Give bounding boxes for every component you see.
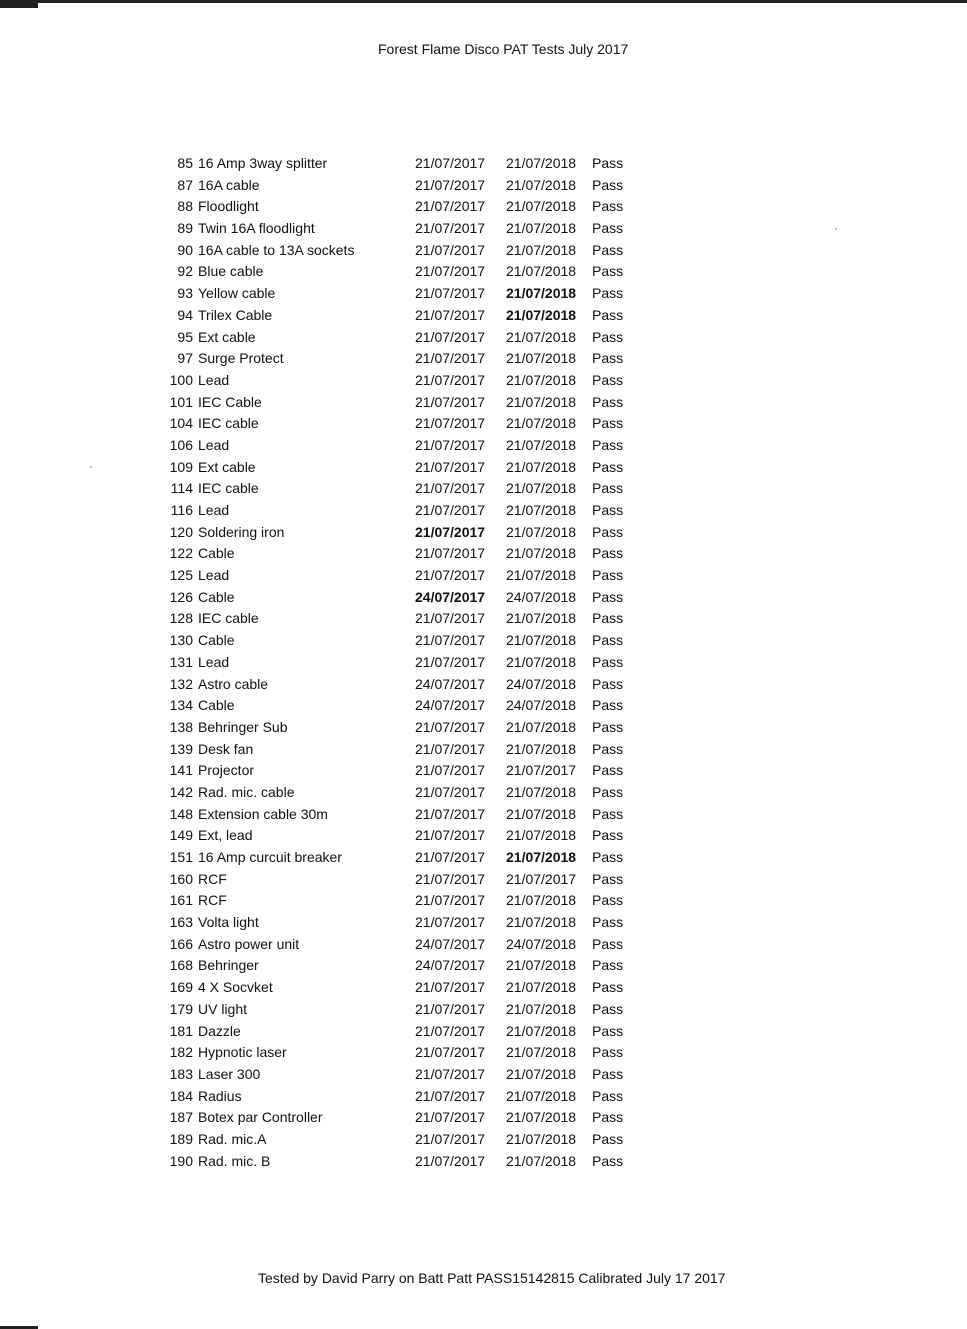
table-row: [0, 675, 967, 697]
table-row: [0, 1022, 967, 1044]
test-date: 21/07/2017: [415, 1130, 486, 1147]
table-row: [0, 978, 967, 1000]
retest-date: 24/07/2018: [506, 697, 577, 714]
test-date: 21/07/2017: [415, 783, 486, 800]
item-number: 169: [169, 979, 193, 996]
test-date: 21/07/2017: [415, 718, 486, 735]
item-name: Hypnotic laser: [198, 1044, 287, 1061]
table-row: [0, 1087, 967, 1109]
retest-date: 21/07/2018: [506, 979, 577, 996]
item-number: 114: [170, 480, 193, 497]
table-row: [0, 609, 967, 631]
table-row: [0, 653, 967, 675]
item-number: 120: [169, 523, 193, 540]
item-name: Laser 300: [198, 1065, 261, 1082]
item-number: 141: [169, 762, 193, 779]
retest-date: 21/07/2018: [506, 545, 577, 562]
item-name: Rad. mic. cable: [198, 783, 295, 800]
item-name: Behringer: [198, 957, 259, 974]
test-result: Pass: [592, 849, 624, 865]
item-number: 109: [169, 458, 193, 475]
test-date: 24/07/2017: [415, 935, 486, 952]
test-result: Pass: [592, 653, 624, 670]
test-date: 21/07/2017: [415, 567, 486, 584]
item-number: 89: [177, 220, 193, 237]
table-row: [0, 631, 967, 653]
retest-date: 21/07/2018: [506, 306, 577, 323]
item-number: 94: [177, 306, 193, 323]
table-row: [0, 241, 967, 263]
item-name: Ext, lead: [198, 827, 253, 844]
test-result: Pass: [592, 1152, 624, 1169]
test-date: 21/07/2017: [415, 480, 486, 497]
item-number: 104: [169, 415, 193, 432]
test-result: Pass: [592, 1065, 624, 1082]
item-name: Dazzle: [198, 1022, 241, 1039]
item-name: Floodlight: [198, 198, 259, 215]
item-name: Ext cable: [198, 328, 256, 345]
test-result: Pass: [592, 697, 624, 714]
item-name: Extension cable 30m: [198, 805, 328, 822]
test-date: 21/07/2017: [415, 849, 486, 865]
item-name: Rad. mic. B: [198, 1152, 271, 1169]
test-date: 21/07/2017: [415, 1109, 486, 1126]
retest-date: 21/07/2018: [506, 892, 577, 909]
item-number: 85: [177, 155, 193, 171]
table-row: [0, 262, 967, 284]
item-name: Astro power unit: [198, 935, 300, 952]
test-result: Pass: [592, 306, 624, 323]
retest-date: 21/07/2018: [506, 914, 577, 931]
table-row: [0, 523, 967, 545]
test-result: Pass: [592, 935, 624, 952]
retest-date: 21/07/2018: [506, 1152, 577, 1169]
test-result: Pass: [592, 567, 624, 584]
test-date: 21/07/2017: [415, 827, 486, 844]
test-result: Pass: [592, 285, 624, 302]
table-row: [0, 870, 967, 892]
item-number: 182: [169, 1044, 193, 1061]
test-date: 21/07/2017: [415, 393, 486, 410]
test-date: 21/07/2017: [415, 285, 486, 302]
test-result: Pass: [592, 1022, 624, 1039]
retest-date: 21/07/2018: [506, 263, 577, 280]
test-result: Pass: [592, 328, 624, 345]
table-row: [0, 740, 967, 762]
test-date: 21/07/2017: [415, 220, 486, 237]
item-name: Volta light: [198, 914, 259, 931]
item-name: Radius: [198, 1087, 242, 1104]
table-row: [0, 154, 967, 176]
test-date: 21/07/2017: [415, 1000, 486, 1017]
item-name: Twin 16A floodlight: [198, 220, 315, 237]
test-result: Pass: [592, 892, 624, 909]
retest-date: 21/07/2018: [506, 849, 577, 865]
item-number: 116: [170, 502, 193, 518]
table-row: [0, 284, 967, 306]
retest-date: 21/07/2018: [506, 567, 577, 584]
item-name: Astro cable: [198, 675, 269, 692]
test-date: 21/07/2017: [415, 306, 486, 323]
item-number: 92: [177, 263, 193, 280]
item-name: 16 Amp 3way splitter: [198, 155, 328, 171]
item-name: Botex par Controller: [198, 1109, 323, 1126]
item-number: 190: [169, 1152, 193, 1169]
item-name: Trilex Cable: [198, 306, 273, 323]
retest-date: 21/07/2017: [506, 762, 577, 779]
item-number: 138: [169, 718, 193, 735]
test-date: 21/07/2017: [415, 502, 486, 518]
retest-date: 21/07/2018: [506, 653, 577, 670]
table-row: [0, 458, 967, 480]
item-number: 148: [169, 805, 193, 822]
test-result: Pass: [592, 220, 624, 237]
table-row: [0, 393, 967, 415]
table-row: [0, 935, 967, 957]
item-name: RCF: [198, 870, 227, 887]
retest-date: 21/07/2018: [506, 957, 577, 974]
retest-date: 21/07/2018: [506, 155, 577, 171]
item-number: 125: [169, 567, 193, 584]
table-row: [0, 956, 967, 978]
item-number: 88: [177, 198, 193, 215]
test-result: Pass: [592, 979, 624, 996]
test-result: Pass: [592, 502, 624, 518]
test-date: 24/07/2017: [415, 675, 486, 692]
test-date: 21/07/2017: [415, 545, 486, 562]
item-name: Cable: [198, 588, 235, 605]
test-date: 21/07/2017: [415, 155, 486, 171]
item-name: Soldering iron: [198, 523, 285, 540]
item-number: 183: [169, 1065, 193, 1082]
test-date: 21/07/2017: [415, 653, 486, 670]
retest-date: 21/07/2018: [506, 523, 577, 540]
test-date: 21/07/2017: [415, 1065, 486, 1082]
item-number: 128: [169, 610, 193, 627]
test-result: Pass: [592, 783, 624, 800]
retest-date: 21/07/2017: [506, 870, 577, 887]
item-name: Rad. mic.A: [198, 1130, 267, 1147]
test-date: 21/07/2017: [415, 176, 486, 193]
table-row: [0, 761, 967, 783]
test-result: Pass: [592, 523, 624, 540]
test-date: 21/07/2017: [415, 436, 486, 453]
table-row: [0, 718, 967, 740]
table-row: [0, 891, 967, 913]
retest-date: 21/07/2018: [506, 198, 577, 215]
item-name: Ext cable: [198, 458, 256, 475]
test-result: Pass: [592, 675, 624, 692]
test-result: Pass: [592, 740, 624, 757]
table-row: [0, 349, 967, 371]
test-result: Pass: [592, 610, 624, 627]
retest-date: 21/07/2018: [506, 1065, 577, 1082]
retest-date: 21/07/2018: [506, 1044, 577, 1061]
retest-date: 24/07/2018: [506, 935, 577, 952]
retest-date: 21/07/2018: [506, 1087, 577, 1104]
test-result: Pass: [592, 870, 624, 887]
table-row: [0, 436, 967, 458]
table-row: [0, 1065, 967, 1087]
test-date: 21/07/2017: [415, 523, 486, 540]
item-number: 134: [169, 697, 193, 714]
item-name: IEC cable: [198, 610, 259, 627]
item-name: 4 X Socvket: [198, 979, 273, 996]
item-number: 87: [177, 176, 193, 193]
test-date: 21/07/2017: [415, 762, 486, 779]
table-row: [0, 696, 967, 718]
item-name: IEC Cable: [198, 393, 262, 410]
test-date: 21/07/2017: [415, 371, 486, 388]
test-result: Pass: [592, 198, 624, 215]
table-row: [0, 566, 967, 588]
item-name: Lead: [198, 371, 230, 388]
item-number: 179: [169, 1000, 193, 1017]
retest-date: 21/07/2018: [506, 220, 577, 237]
table-row: [0, 501, 967, 523]
test-result: Pass: [592, 957, 624, 974]
table-row: [0, 371, 967, 393]
item-name: Blue cable: [198, 263, 264, 280]
test-result: Pass: [592, 1087, 624, 1104]
test-result: Pass: [592, 155, 624, 171]
table-row: [0, 1130, 967, 1152]
item-name: Cable: [198, 632, 235, 649]
item-number: 131: [169, 653, 193, 670]
item-name: Yellow cable: [198, 285, 276, 302]
test-date: 21/07/2017: [415, 458, 486, 475]
item-number: 168: [169, 957, 193, 974]
page-title-text: Forest Flame Disco PAT Tests July 2017: [378, 41, 629, 57]
item-number: 122: [169, 545, 193, 562]
retest-date: 21/07/2018: [506, 371, 577, 388]
test-date: 21/07/2017: [415, 1087, 486, 1104]
item-number: 132: [169, 675, 193, 692]
test-result: Pass: [592, 176, 624, 193]
table-row: [0, 414, 967, 436]
retest-date: 21/07/2018: [506, 1130, 577, 1147]
page-top-edge: [0, 0, 967, 3]
test-date: 21/07/2017: [415, 632, 486, 649]
item-name: Lead: [198, 502, 230, 518]
retest-date: 21/07/2018: [506, 718, 577, 735]
test-result: Pass: [592, 1000, 624, 1017]
test-date: 21/07/2017: [415, 1152, 486, 1169]
test-date: 21/07/2017: [415, 415, 486, 432]
test-date: 21/07/2017: [415, 263, 486, 280]
pat-test-table: [0, 154, 967, 1173]
test-result: Pass: [592, 241, 624, 258]
item-name: 16A cable to 13A sockets: [198, 241, 355, 258]
item-number: 101: [169, 393, 193, 410]
table-row: [0, 913, 967, 935]
test-result: Pass: [592, 393, 624, 410]
item-number: 166: [169, 935, 193, 952]
test-date: 21/07/2017: [415, 1044, 486, 1061]
table-row: [0, 306, 967, 328]
retest-date: 21/07/2018: [506, 610, 577, 627]
retest-date: 21/07/2018: [506, 827, 577, 844]
test-result: Pass: [592, 371, 624, 388]
retest-date: 21/07/2018: [506, 393, 577, 410]
item-name: UV light: [198, 1000, 248, 1017]
test-date: 21/07/2017: [415, 328, 486, 345]
item-number: 100: [169, 371, 193, 388]
retest-date: 21/07/2018: [506, 436, 577, 453]
item-number: 181: [169, 1022, 193, 1039]
item-number: 93: [177, 285, 193, 302]
retest-date: 21/07/2018: [506, 805, 577, 822]
test-date: 24/07/2017: [415, 957, 486, 974]
test-date: 21/07/2017: [415, 870, 486, 887]
table-row: [0, 588, 967, 610]
table-row: [0, 805, 967, 827]
test-date: 24/07/2017: [415, 697, 486, 714]
test-date: 21/07/2017: [415, 740, 486, 757]
retest-date: 21/07/2018: [506, 241, 577, 258]
retest-date: 21/07/2018: [506, 632, 577, 649]
test-date: 24/07/2017: [415, 588, 486, 605]
item-name: IEC cable: [198, 415, 259, 432]
table-row: [0, 1043, 967, 1065]
item-name: 16 Amp curcuit breaker: [198, 849, 342, 865]
retest-date: 21/07/2018: [506, 740, 577, 757]
item-number: 163: [169, 914, 193, 931]
retest-date: 21/07/2018: [506, 458, 577, 475]
test-result: Pass: [592, 805, 624, 822]
item-number: 151: [169, 849, 193, 865]
table-row: [0, 328, 967, 350]
table-row: [0, 1000, 967, 1022]
test-result: Pass: [592, 458, 624, 475]
item-name: Behringer Sub: [198, 718, 288, 735]
item-name: Lead: [198, 567, 230, 584]
test-date: 21/07/2017: [415, 610, 486, 627]
item-number: 189: [169, 1130, 193, 1147]
item-name: Desk fan: [198, 740, 254, 757]
table-row: [0, 219, 967, 241]
item-number: 90: [177, 241, 193, 258]
table-row: [0, 197, 967, 219]
item-name: IEC cable: [198, 480, 259, 497]
table-row: [0, 1108, 967, 1130]
test-result: Pass: [592, 415, 624, 432]
table-row: [0, 848, 967, 870]
retest-date: 21/07/2018: [506, 480, 577, 497]
test-result: Pass: [592, 632, 624, 649]
item-name: Surge Protect: [198, 350, 284, 367]
item-number: 160: [169, 870, 193, 887]
retest-date: 21/07/2018: [506, 502, 577, 518]
item-name: RCF: [198, 892, 227, 909]
test-result: Pass: [592, 762, 624, 779]
item-number: 161: [169, 892, 193, 909]
test-result: Pass: [592, 1109, 624, 1126]
table-row: [0, 176, 967, 198]
test-date: 21/07/2017: [415, 805, 486, 822]
retest-date: 21/07/2018: [506, 415, 577, 432]
test-date: 21/07/2017: [415, 914, 486, 931]
item-name: Cable: [198, 697, 235, 714]
table-row: [0, 783, 967, 805]
item-name: Projector: [198, 762, 255, 779]
test-date: 21/07/2017: [415, 350, 486, 367]
item-number: 149: [169, 827, 193, 844]
test-result: Pass: [592, 914, 624, 931]
retest-date: 21/07/2018: [506, 350, 577, 367]
item-number: 187: [169, 1109, 193, 1126]
item-name: 16A cable: [198, 176, 260, 193]
test-result: Pass: [592, 827, 624, 844]
item-number: 126: [169, 588, 193, 605]
item-number: 139: [169, 740, 193, 757]
retest-date: 21/07/2018: [506, 1109, 577, 1126]
retest-date: 21/07/2018: [506, 1022, 577, 1039]
item-number: 95: [177, 328, 193, 345]
test-result: Pass: [592, 545, 624, 562]
test-date: 21/07/2017: [415, 979, 486, 996]
item-number: 97: [177, 350, 193, 367]
test-date: 21/07/2017: [415, 892, 486, 909]
test-result: Pass: [592, 588, 624, 605]
test-date: 21/07/2017: [415, 198, 486, 215]
table-row: [0, 826, 967, 848]
page-corner-mark-top: [0, 0, 38, 8]
table-row: [0, 479, 967, 501]
test-result: Pass: [592, 718, 624, 735]
test-result: Pass: [592, 263, 624, 280]
test-result: Pass: [592, 350, 624, 367]
item-number: 106: [169, 436, 193, 453]
test-date: 21/07/2017: [415, 1022, 486, 1039]
item-name: Cable: [198, 545, 235, 562]
retest-date: 21/07/2018: [506, 176, 577, 193]
retest-date: 24/07/2018: [506, 675, 577, 692]
retest-date: 24/07/2018: [506, 588, 577, 605]
item-number: 184: [169, 1087, 193, 1104]
item-number: 130: [169, 632, 193, 649]
test-date: 21/07/2017: [415, 241, 486, 258]
footer-note: Tested by David Parry on Batt Patt PASS15142815 Calibrated July 17 2017: [258, 1270, 726, 1286]
test-result: Pass: [592, 480, 624, 497]
item-number: 142: [169, 783, 193, 800]
table-row: [0, 1152, 967, 1174]
retest-date: 21/07/2018: [506, 783, 577, 800]
item-name: Lead: [198, 653, 230, 670]
retest-date: 21/07/2018: [506, 1000, 577, 1017]
retest-date: 21/07/2018: [506, 285, 577, 302]
item-name: Lead: [198, 436, 230, 453]
test-result: Pass: [592, 1130, 624, 1147]
table-row: [0, 544, 967, 566]
test-result: Pass: [592, 1044, 624, 1061]
retest-date: 21/07/2018: [506, 328, 577, 345]
test-result: Pass: [592, 436, 624, 453]
